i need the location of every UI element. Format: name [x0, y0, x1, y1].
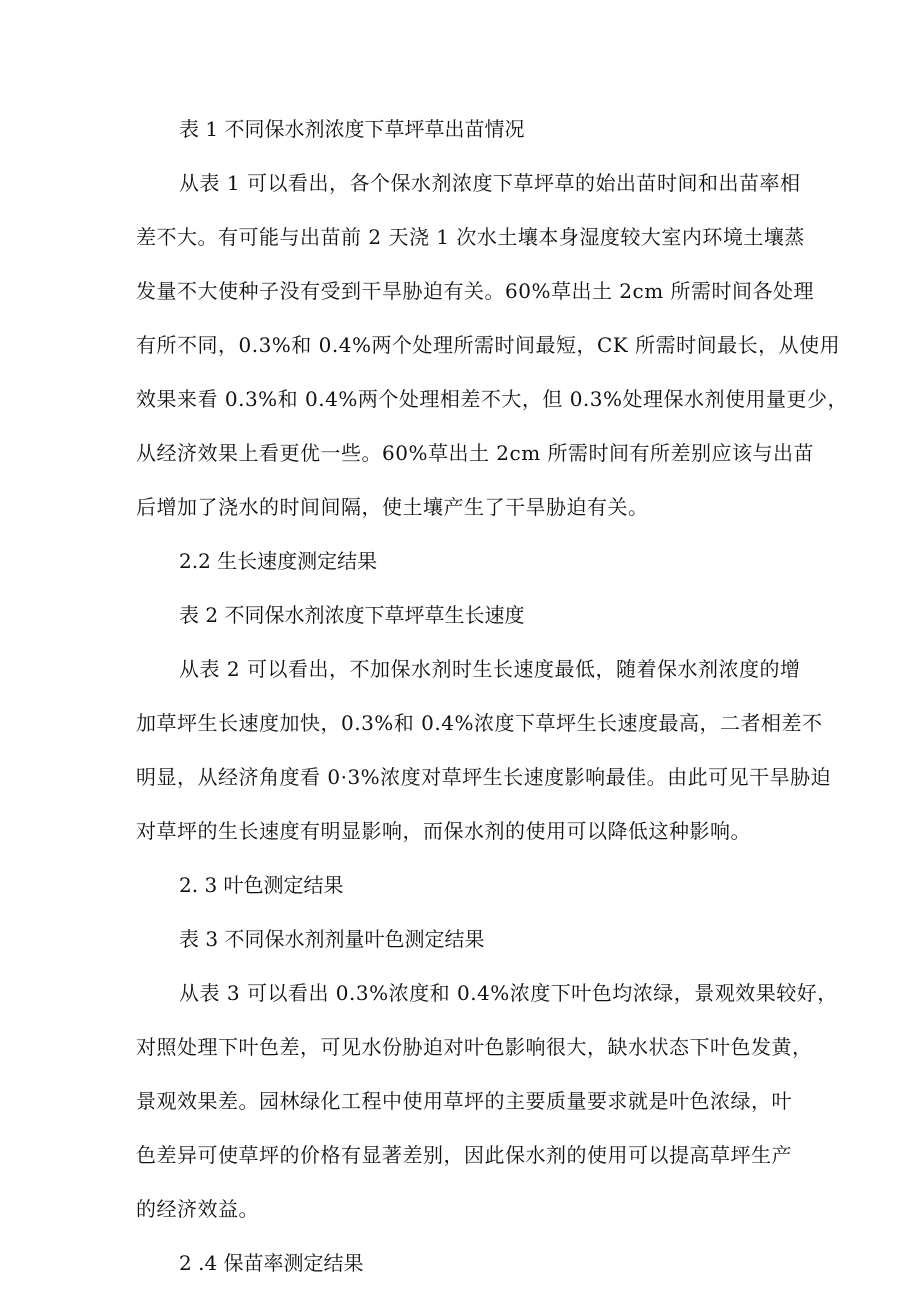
paragraph-2-line: 从表 2 可以看出，不加保水剂时生长速度最低，随着保水剂浓度的增 [179, 657, 801, 681]
paragraph-2 [136, 652, 832, 848]
paragraph-3-line: 景观效果差。园林绿化工程中使用草坪的主要质量要求就是叶色浓绿，叶 [136, 1089, 792, 1113]
paragraph-2-line: 加草坪生长速度加快，0.3%和 0.4%浓度下草坪生长速度最高，二者相差不 [136, 711, 823, 735]
section-heading-2-4: 2 .4 保苗率测定结果 [179, 1251, 364, 1275]
paragraph-3 [136, 976, 838, 1226]
paragraph-1-line: 有所不同，0.3%和 0.4%两个处理所需时间最短，CK 所需时间最长，从使用 [136, 333, 841, 357]
paragraph-1-line: 后增加了浇水的时间间隔，使土壤产生了干旱胁迫有关。 [136, 495, 649, 519]
paragraph-3-line: 对照处理下叶色差，可见水份胁迫对叶色影响很大，缺水状态下叶色发黄， [136, 1035, 813, 1059]
paragraph-1-line: 从经济效果上看更优一些。60%草出土 2cm 所需时间有所差别应该与出苗 [136, 441, 815, 465]
paragraph-3-line: 的经济效益。 [136, 1197, 259, 1221]
paragraph-1-line: 从表 1 可以看出，各个保水剂浓度下草坪草的始出苗时间和出苗率相 [179, 171, 801, 195]
paragraph-3-line: 从表 3 可以看出 0.3%浓度和 0.4%浓度下叶色均浓绿，景观效果较好， [179, 981, 838, 1005]
section-heading-2-2: 2.2 生长速度测定结果 [179, 549, 378, 573]
table2-caption: 表 2 不同保水剂浓度下草坪草生长速度 [179, 603, 525, 627]
paragraph-1-line: 效果来看 0.3%和 0.4%两个处理相差不大，但 0.3%处理保水剂使用量更少， [136, 387, 849, 411]
table1-caption: 表 1 不同保水剂浓度下草坪草出苗情况 [179, 117, 525, 141]
paragraph-1-line: 差不大。有可能与出苗前 2 天浇 1 次水土壤本身湿度较大室内环境土壤蒸 [136, 225, 805, 249]
section-heading-2-3: 2. 3 叶色测定结果 [179, 873, 344, 897]
table3-caption: 表 3 不同保水剂剂量叶色测定结果 [179, 927, 485, 951]
paragraph-2-line: 明显，从经济角度看 0·3%浓度对草坪生长速度影响最佳。由此可见干旱胁迫 [136, 765, 832, 789]
paragraph-1-line: 发量不大使种子没有受到干旱胁迫有关。60%草出土 2cm 所需时间各处理 [136, 279, 815, 303]
paragraph-1 [136, 166, 849, 524]
paragraph-3-line: 色差异可使草坪的价格有显著差别，因此保水剂的使用可以提高草坪生产 [136, 1143, 792, 1167]
paragraph-2-line: 对草坪的生长速度有明显影响，而保水剂的使用可以降低这种影响。 [136, 819, 751, 843]
